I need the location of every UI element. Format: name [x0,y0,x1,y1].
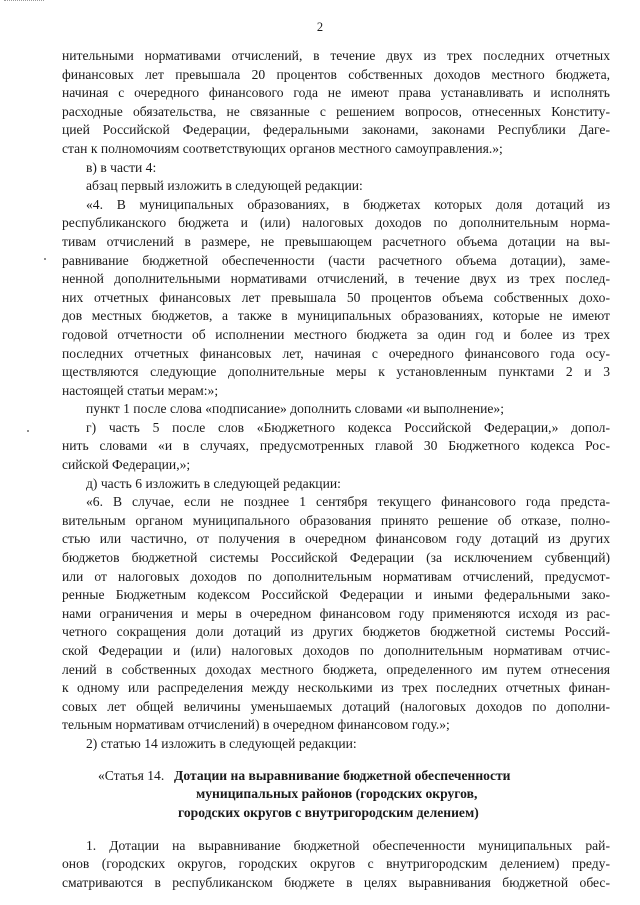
paragraph-line: ществляются следующие дополнительные меры к установленным пунктами 2 и 3 [62,364,610,380]
paragraph-line: финансовых лет превышала 20 процентов собственных доходов местного бюджета, [62,66,610,82]
article-body [62,837,610,893]
paragraph-line: настоящей статьи мерам:»; [62,382,219,398]
paragraph-line: «4. В муниципальных образованиях, в бюджетах которых доля дотаций из [86,196,610,212]
paragraph-line: расходные обязательства, не связанные с решением вопросов, отнесенных Конститу- [62,103,610,119]
paragraph-line: тивам отчислений в размере, не превышающем расчетного объема дотации на вы- [62,233,610,249]
paragraph-line: сийской Федерации,»; [62,457,191,473]
paragraph-line: четного сокращения доли дотаций из других бюджетов бюджетной системы Россий- [62,624,610,640]
scan-edge-mark [4,0,44,4]
paragraph-line: 2) статью 14 изложить в следующей редакции: [86,735,357,751]
paragraph-line: нительными нормативами отчислений, в течение двух из трех последних отчетных [62,48,610,63]
paragraph-line: онов (городских округов, городских округов с внутригородским делением) преду- [62,856,610,872]
paragraph-line: абзац первый изложить в следующей редакции: [86,178,363,194]
paragraph-line: в) в части 4: [86,159,157,175]
paragraph-line: тельным нормативам отчислений) в очередном финансовом году.»; [62,717,450,733]
paragraph-line: пункт 1 после слова «подписание» дополнить словами «и выполнение»; [86,401,505,417]
amendment-paragraphs [62,47,610,754]
paragraph-line: вительным органом муниципального образования принято решение об отказе, полно- [62,512,610,528]
paragraph-line: ненной дополнительными нормативами отчислений, в течение двух из трех послед- [62,271,610,287]
paragraph-line: «6. В случае, если не позднее 1 сентября текущего финансового года предста- [86,494,610,510]
paragraph-line: совых лет общей величины уменьшаемых дотаций (налоговых доходов по дополни- [62,698,610,714]
paragraph-line: бюджетов бюджетной системы Российской Федерации (за исключением субвенций) [62,550,610,566]
paragraph-line: д) часть 6 изложить в следующей редакции: [86,475,341,491]
paragraph-line: 1. Дотации на выравнивание бюджетной обеспеченности муниципальных рай- [86,837,610,853]
paragraph-line: нами ограничения и меры в очередном финансовом году применяются исходя из рас- [62,605,610,621]
paragraph-line: к одному или распределения между несколькими из трех последних отчетных финан- [62,680,610,696]
paragraph-line: равнивание бюджетной обеспеченности (части расчетного объема дотации), заме- [62,252,610,268]
article-title-line: Дотации на выравнивание бюджетной обеспеченности [174,767,511,783]
paragraph-line: начиная с очередного финансового года не имеют права устанавливать и исполнять [62,85,610,101]
paragraph-line: последних отчетных финансовых лет, начиная с очередного финансового года осу- [62,345,610,361]
paragraph-line: них отчетных финансовых лет превышала 50 процентов объема собственных дохо- [62,289,610,305]
paragraph-line: сматриваются в республиканском бюджете в целях выравнивания бюджетной обес- [62,874,610,890]
article-title [174,767,554,823]
scan-speck [44,258,46,260]
page-number: 2 [316,20,324,34]
paragraph-line: лений в собственных доходах местного бюджета, определенного им путем отнесения [62,661,610,677]
paragraph-line: дов местных бюджетов, а также в муниципальных образованиях, которые не имеют [62,308,610,324]
document-body [62,47,610,892]
article-title-line: городских округов с внутригородским делением) [178,804,479,820]
paragraph-line: нить словами «и в случаях, предусмотренных главой 30 Бюджетного кодекса Рос- [62,438,610,454]
paragraph-line: республиканского бюджета и (или) налоговых доходов по дополнительным норма- [62,215,610,231]
paragraph-line: стью или частично, от получения в очередном финансовом году дотаций из других [62,531,610,547]
paragraph-line: стан к полномочиям соответствующих органов местного самоуправления.»; [62,140,503,156]
article-number: «Статья 14. [98,767,165,783]
paragraph-line: или от налоговых доходов по дополнительным нормативам отчислений, предусмот- [62,568,610,584]
paragraph-line: ской Федерации и (или) налоговых доходов по дополнительным нормативам отчис- [62,643,610,658]
scan-speck [27,430,29,432]
article-heading [62,767,610,823]
paragraph-line: г) часть 5 после слов «Бюджетного кодекса Российской Федерации,» допол- [86,419,610,435]
article-title-line: муниципальных районов (городских округов, [196,786,478,802]
paragraph-line: ренные Бюджетным кодексом Российской Федерации и иными федеральными зако- [62,587,610,603]
paragraph-line: цией Российской Федерации, федеральными законами, законами Республики Даге- [62,122,610,138]
paragraph-line: годовой отчетности об исполнении местного бюджета за один год и более из трех [62,326,610,342]
